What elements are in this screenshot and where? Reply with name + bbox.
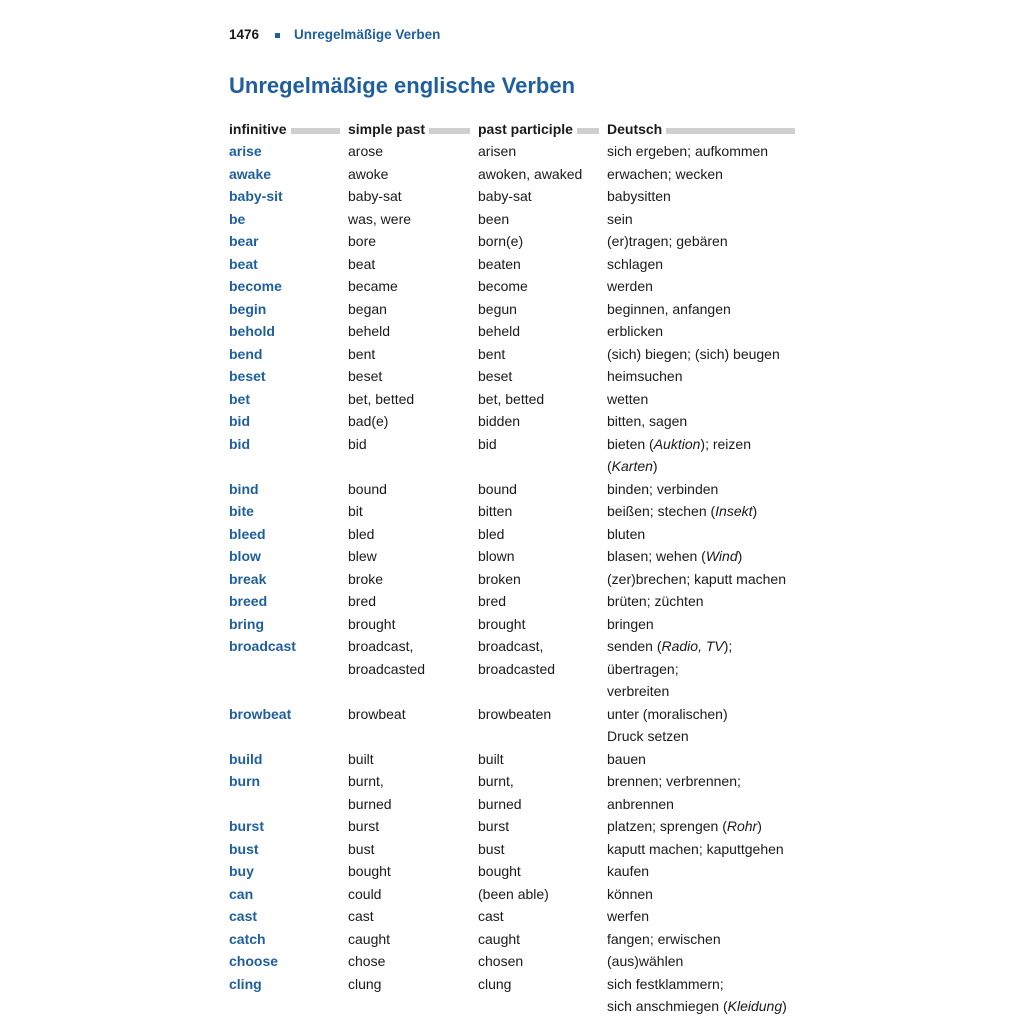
cell-simple-past: browbeat (348, 705, 406, 722)
running-head-title: Unregelmäßige Verben (294, 27, 441, 42)
table-body (229, 137, 795, 1018)
cell-simple-past: beset (348, 368, 383, 384)
cell-simple-past: bit (348, 503, 363, 519)
cell-infinitive: begin (229, 300, 267, 317)
cell-german: bauen (607, 750, 646, 767)
cell-german: kaputt machen; kaputtgehen (607, 840, 784, 857)
cell-infinitive: blow (229, 548, 261, 564)
header-rule (291, 128, 340, 134)
cell-past-participle: arisen (478, 143, 517, 159)
cell-past-participle: been (478, 210, 510, 227)
cell-german: babysitten (607, 188, 671, 204)
cell-german: bluten (607, 525, 646, 542)
cell-past-participle: beaten (478, 255, 521, 272)
cell-past-participle: baby-sat (478, 188, 532, 204)
cell-german: sich festklammern; sich anschmiegen (Kleidung) (607, 975, 787, 1014)
running-head (229, 26, 440, 44)
cell-simple-past: baby-sat (348, 188, 402, 204)
cell-infinitive: burst (229, 818, 264, 834)
cell-german: bieten (Auktion); reizen (Karten) (607, 435, 751, 474)
header-rule (666, 128, 795, 134)
table-row (229, 230, 795, 253)
cell-past-participle: blown (478, 548, 515, 564)
cell-simple-past: broadcast, broadcasted (348, 638, 426, 677)
cell-past-participle: cast (478, 908, 504, 924)
cell-german: (aus)wählen (607, 953, 684, 969)
square-bullet-icon (275, 33, 280, 38)
cell-simple-past: bet, betted (348, 390, 415, 407)
cell-simple-past: beat (348, 255, 376, 272)
irregular-verbs-table (229, 117, 795, 1018)
table-row (229, 137, 795, 163)
cell-german: heimsuchen (607, 368, 683, 384)
cell-infinitive: bring (229, 615, 264, 632)
cell-simple-past: arose (348, 143, 384, 159)
column-header-label: simple past (348, 121, 426, 137)
cell-german: platzen; sprengen (Rohr) (607, 818, 762, 834)
table-row (229, 253, 795, 276)
cell-past-participle: broken (478, 570, 521, 587)
table-row (229, 770, 795, 815)
cell-past-participle: begun (478, 300, 517, 317)
cell-past-participle: awoken, awaked (478, 165, 583, 182)
cell-past-participle: beset (478, 368, 513, 384)
table-header-row (229, 117, 795, 137)
cell-german: erblicken (607, 323, 664, 339)
cell-german: schlagen (607, 255, 664, 272)
cell-past-participle: chosen (478, 953, 524, 969)
table-row (229, 343, 795, 366)
cell-past-participle: bitten (478, 503, 513, 519)
cell-past-participle: bound (478, 480, 517, 497)
cell-simple-past: bound (348, 480, 387, 497)
header-rule (429, 128, 470, 134)
cell-past-participle: bought (478, 863, 521, 879)
cell-simple-past: broke (348, 570, 384, 587)
cell-german: werfen (607, 908, 650, 924)
cell-past-participle: bled (478, 525, 505, 542)
cell-german: können (607, 885, 653, 902)
cell-past-participle: bidden (478, 413, 521, 429)
cell-past-participle: born(e) (478, 233, 524, 249)
cell-simple-past: bust (348, 840, 375, 857)
cell-german: unter (moralischen) Druck setzen (607, 705, 728, 744)
cell-german: bitten, sagen (607, 413, 688, 429)
table-row (229, 838, 795, 861)
cell-past-participle: clung (478, 975, 512, 992)
column-header-past-participle (478, 117, 607, 137)
cell-past-participle: bid (478, 435, 497, 452)
cell-past-participle: bred (478, 593, 507, 609)
page-title: Unregelmäßige englische Verben (229, 73, 576, 98)
cell-infinitive: bend (229, 345, 263, 362)
cell-infinitive: catch (229, 930, 266, 947)
cell-german: beißen; stechen (Insekt) (607, 503, 758, 519)
cell-infinitive: bind (229, 480, 259, 497)
cell-german: (sich) biegen; (sich) beugen (607, 345, 780, 362)
cell-simple-past: began (348, 300, 387, 317)
cell-infinitive: bid (229, 413, 250, 429)
cell-simple-past: bad(e) (348, 413, 389, 429)
table-row (229, 208, 795, 231)
cell-simple-past: burnt, burned (348, 773, 392, 812)
cell-german: (er)tragen; gebären (607, 233, 728, 249)
cell-simple-past: bent (348, 345, 376, 362)
header-rule (577, 128, 599, 134)
cell-simple-past: bought (348, 863, 391, 879)
cell-infinitive: bid (229, 435, 250, 452)
cell-infinitive: burn (229, 773, 261, 789)
cell-simple-past: clung (348, 975, 382, 992)
table-row (229, 185, 795, 208)
table-row (229, 568, 795, 591)
table-row (229, 635, 795, 703)
table-row (229, 703, 795, 748)
cell-past-participle: burnt, burned (478, 773, 522, 812)
cell-infinitive: bear (229, 233, 259, 249)
cell-infinitive: behold (229, 323, 275, 339)
cell-german: werden (607, 278, 653, 294)
cell-infinitive: choose (229, 953, 279, 969)
table-row (229, 950, 795, 973)
table-row (229, 928, 795, 951)
cell-past-participle: bet, betted (478, 390, 545, 407)
cell-past-participle: (been able) (478, 885, 549, 902)
cell-infinitive: arise (229, 143, 262, 159)
cell-infinitive: can (229, 885, 254, 902)
table-row (229, 298, 795, 321)
table-row (229, 275, 795, 298)
cell-german: (zer)brechen; kaputt machen (607, 570, 786, 587)
cell-infinitive: bleed (229, 525, 266, 542)
cell-infinitive: browbeat (229, 705, 292, 722)
cell-past-participle: brought (478, 615, 526, 632)
cell-simple-past: built (348, 750, 374, 767)
cell-simple-past: could (348, 885, 382, 902)
cell-simple-past: brought (348, 615, 396, 632)
column-header-german (607, 117, 795, 137)
cell-simple-past: was, were (348, 210, 412, 227)
cell-german: sich ergeben; aufkommen (607, 143, 769, 159)
table-row (229, 905, 795, 928)
table-row (229, 545, 795, 568)
column-header-label: Deutsch (607, 121, 663, 137)
cell-simple-past: bled (348, 525, 375, 542)
cell-simple-past: beheld (348, 323, 391, 339)
cell-german: brennen; verbrennen; anbrennen (607, 773, 741, 812)
table-row (229, 883, 795, 906)
cell-infinitive: beset (229, 368, 266, 384)
cell-infinitive: broadcast (229, 638, 296, 654)
cell-infinitive: cling (229, 975, 262, 992)
cell-german: kaufen (607, 863, 650, 879)
cell-past-participle: broadcast, broadcasted (478, 638, 556, 677)
cell-infinitive: become (229, 278, 282, 294)
cell-past-participle: caught (478, 930, 521, 947)
table-row (229, 748, 795, 771)
column-header-infinitive (229, 117, 348, 137)
cell-infinitive: cast (229, 908, 258, 924)
cell-simple-past: cast (348, 908, 374, 924)
table-row (229, 410, 795, 433)
table-row (229, 478, 795, 501)
table-row (229, 523, 795, 546)
table-row (229, 388, 795, 411)
cell-german: sein (607, 210, 633, 227)
cell-infinitive: awake (229, 165, 272, 182)
cell-past-participle: beheld (478, 323, 521, 339)
table-row (229, 433, 795, 478)
table-row (229, 320, 795, 343)
cell-simple-past: awoke (348, 165, 389, 182)
column-header-label: infinitive (229, 121, 287, 137)
cell-german: brüten; züchten (607, 593, 704, 609)
cell-past-participle: built (478, 750, 504, 767)
cell-simple-past: caught (348, 930, 391, 947)
cell-german: erwachen; wecken (607, 165, 723, 182)
cell-german: wetten (607, 390, 649, 407)
cell-infinitive: buy (229, 863, 254, 879)
cell-infinitive: bite (229, 503, 254, 519)
table-row (229, 163, 795, 186)
page-number: 1476 (229, 27, 260, 42)
cell-past-participle: burst (478, 818, 510, 834)
cell-simple-past: burst (348, 818, 380, 834)
cell-infinitive: be (229, 210, 246, 227)
cell-german: senden (Radio, TV); übertragen; verbreiten (607, 638, 733, 699)
cell-infinitive: bust (229, 840, 259, 857)
cell-past-participle: browbeaten (478, 705, 552, 722)
table-row (229, 590, 795, 613)
cell-infinitive: baby-sit (229, 188, 283, 204)
cell-infinitive: break (229, 570, 267, 587)
table-row (229, 365, 795, 388)
cell-simple-past: bore (348, 233, 377, 249)
cell-german: fangen; erwischen (607, 930, 721, 947)
cell-past-participle: bent (478, 345, 506, 362)
cell-past-participle: become (478, 278, 528, 294)
cell-infinitive: beat (229, 255, 258, 272)
cell-simple-past: chose (348, 953, 386, 969)
table-row (229, 860, 795, 883)
cell-german: beginnen, anfangen (607, 300, 731, 317)
table-row (229, 815, 795, 838)
cell-simple-past: bred (348, 593, 377, 609)
table-row (229, 500, 795, 523)
cell-simple-past: blew (348, 548, 377, 564)
cell-simple-past: became (348, 278, 398, 294)
cell-infinitive: breed (229, 593, 268, 609)
cell-german: bringen (607, 615, 654, 632)
cell-infinitive: bet (229, 390, 250, 407)
table-row (229, 613, 795, 636)
column-header-label: past participle (478, 121, 573, 137)
cell-german: binden; verbinden (607, 480, 719, 497)
cell-german: blasen; wehen (Wind) (607, 548, 743, 564)
table-row (229, 973, 795, 1018)
cell-simple-past: bid (348, 435, 367, 452)
cell-infinitive: build (229, 750, 263, 767)
cell-past-participle: bust (478, 840, 505, 857)
column-header-simple-past (348, 117, 478, 137)
